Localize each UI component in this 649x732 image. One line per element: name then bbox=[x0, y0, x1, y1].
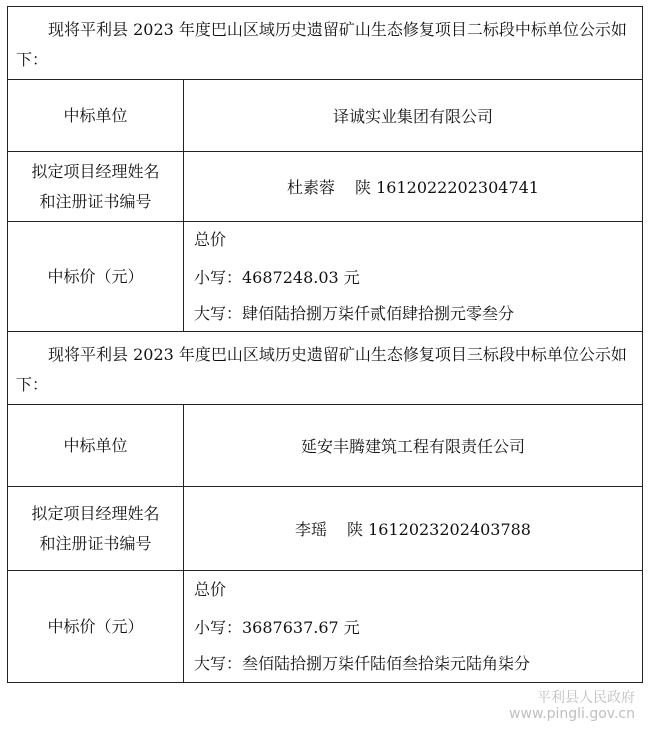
section-intro-cell bbox=[8, 332, 643, 405]
winner-row bbox=[8, 80, 643, 152]
winner-value: 译诚实业集团有限公司 bbox=[184, 80, 643, 152]
price-small: 小写：3687637.67 元 bbox=[194, 617, 360, 637]
watermark-line1: 平利县人民政府 bbox=[537, 690, 635, 706]
manager-label-line2: 和注册证书编号 bbox=[39, 533, 152, 553]
price-total-label: 总价 bbox=[194, 579, 227, 599]
manager-name: 李瑶 bbox=[295, 520, 328, 539]
manager-row bbox=[8, 487, 643, 571]
price-row bbox=[8, 222, 643, 332]
section-intro-row bbox=[8, 332, 643, 405]
watermark-line2: www.pingli.gov.cn bbox=[509, 706, 635, 722]
winner-label: 中标单位 bbox=[8, 405, 184, 487]
price-row bbox=[8, 571, 643, 683]
winner-row bbox=[8, 405, 643, 487]
manager-cert: 陕 1612022202304741 bbox=[355, 178, 539, 197]
price-label: 中标价（元） bbox=[8, 222, 184, 332]
winner-value: 延安丰腾建筑工程有限责任公司 bbox=[184, 405, 643, 487]
manager-value bbox=[184, 152, 643, 222]
price-small: 小写：4687248.03 元 bbox=[194, 267, 360, 287]
price-big: 大写：叁佰陆拾捌万柒仟陆佰叁拾柒元陆角柒分 bbox=[194, 653, 531, 673]
site-watermark bbox=[509, 690, 635, 722]
price-big: 大写：肆佰陆拾捌万柒仟贰佰肆拾捌元零叁分 bbox=[194, 303, 515, 323]
section-intro-cell bbox=[8, 7, 643, 80]
section-intro-text: 现将平利县 2023 年度巴山区域历史遗留矿山生态修复项目三标段中标单位公示如下： bbox=[16, 345, 627, 394]
manager-label-line1: 拟定项目经理姓名 bbox=[31, 503, 160, 523]
section-intro-row bbox=[8, 7, 643, 80]
winner-label: 中标单位 bbox=[8, 80, 184, 152]
manager-name: 杜素蓉 bbox=[287, 178, 336, 197]
manager-label-line1: 拟定项目经理姓名 bbox=[31, 161, 160, 181]
manager-label-line2: 和注册证书编号 bbox=[39, 191, 152, 211]
manager-label bbox=[8, 487, 184, 571]
award-table bbox=[7, 6, 643, 683]
manager-value bbox=[184, 487, 643, 571]
section-intro-text: 现将平利县 2023 年度巴山区域历史遗留矿山生态修复项目二标段中标单位公示如下： bbox=[16, 20, 627, 69]
price-label: 中标价（元） bbox=[8, 571, 184, 683]
price-value bbox=[184, 222, 643, 332]
price-total-label: 总价 bbox=[194, 229, 227, 249]
manager-cert: 陕 1612023202403788 bbox=[347, 520, 531, 539]
manager-row bbox=[8, 152, 643, 222]
manager-label bbox=[8, 152, 184, 222]
award-notice-document bbox=[7, 6, 642, 683]
price-value bbox=[184, 571, 643, 683]
